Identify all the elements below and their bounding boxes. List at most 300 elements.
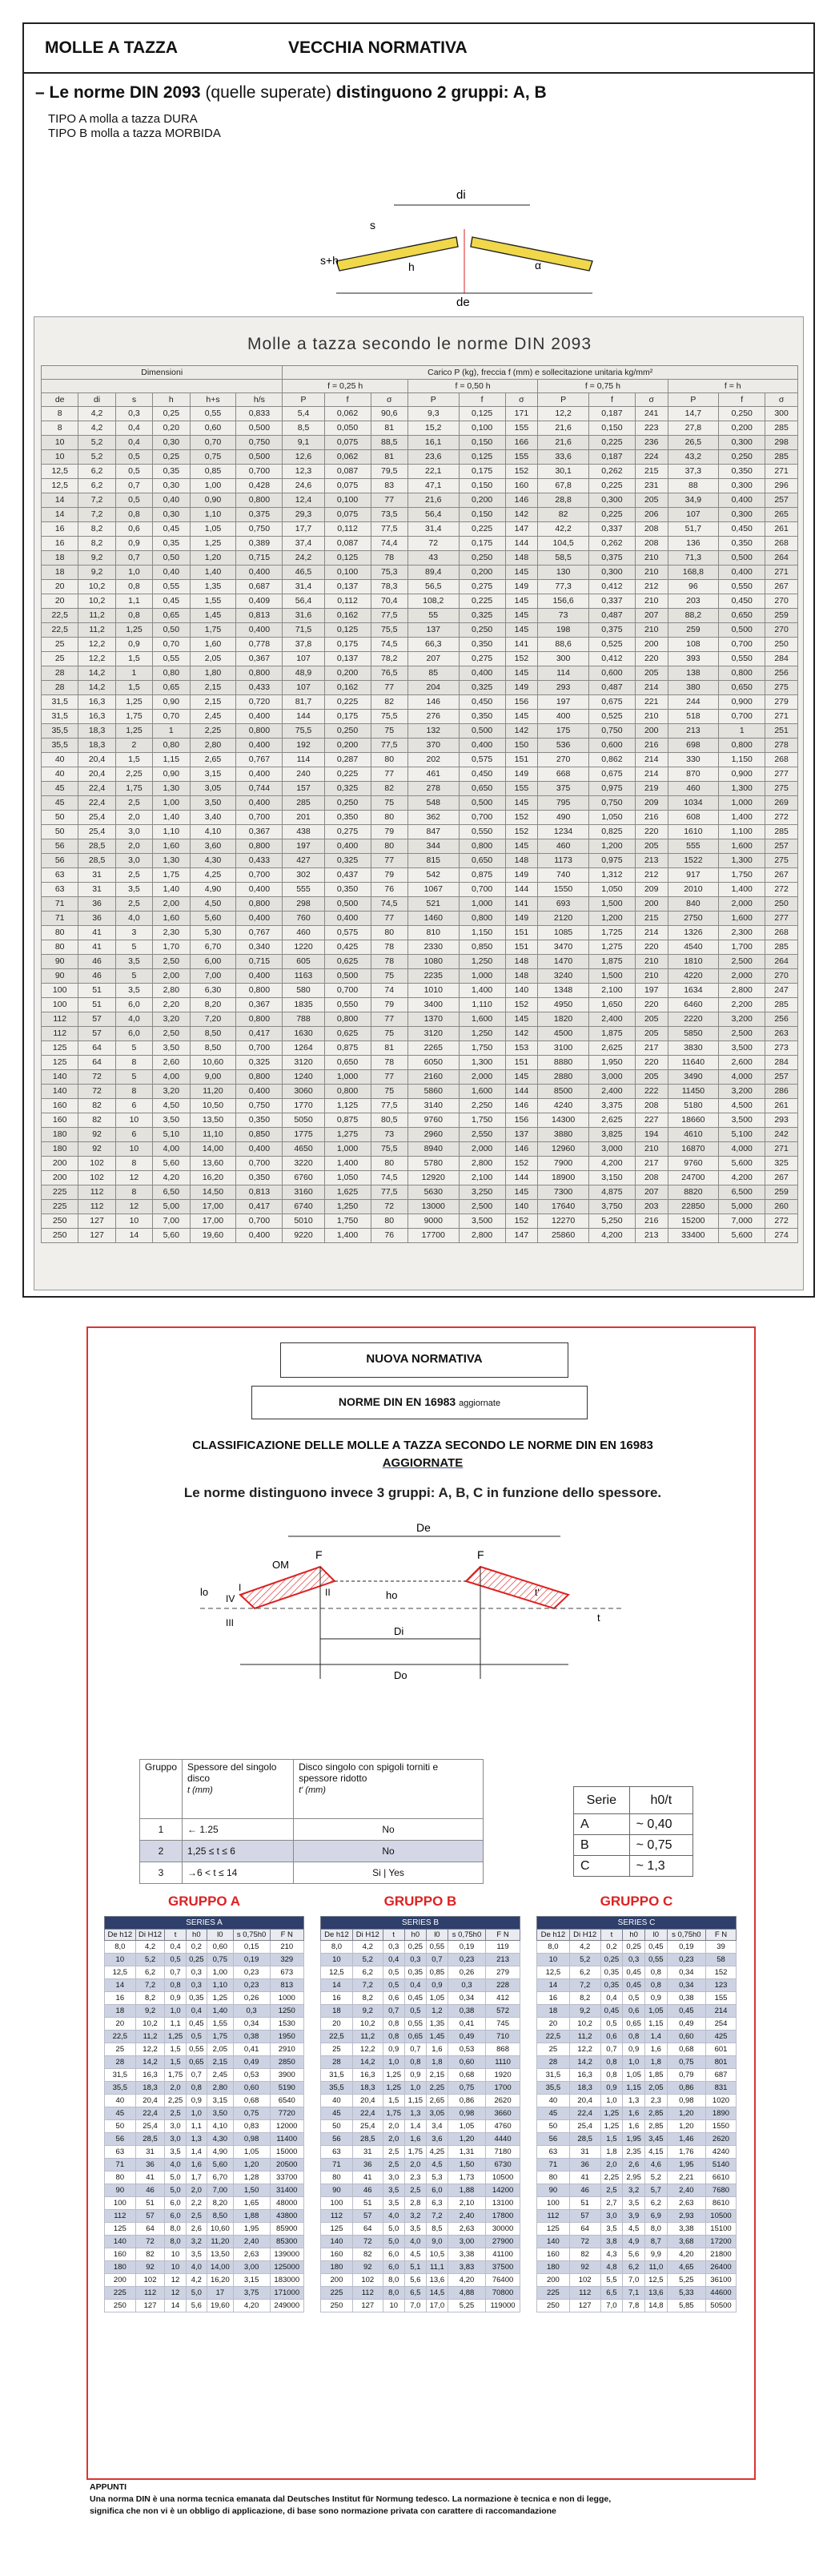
old-table-cell: 7,00 xyxy=(153,1214,190,1229)
series-cell: 1,5 xyxy=(600,2133,623,2146)
old-table-cell: 1,10 xyxy=(190,508,236,522)
old-table-cell: 2,500 xyxy=(719,1027,765,1041)
series-row xyxy=(321,2210,520,2223)
old-table-cell: 73 xyxy=(538,609,589,623)
series-cell: 2,0 xyxy=(383,2120,404,2133)
series-cell: 80 xyxy=(321,2171,353,2184)
old-table-cell: 0,35 xyxy=(153,465,190,479)
series-cell: 2,0 xyxy=(165,2082,186,2095)
groups-intro: Le norme distinguono invece 3 gruppi: A, B, C in funzione dello spessore. xyxy=(183,1485,662,1500)
old-table-cell: 1,000 xyxy=(719,796,765,811)
old-table-cell: 125 xyxy=(42,1056,78,1070)
series-cell: 831 xyxy=(706,2082,737,2095)
old-table-cell: 0,450 xyxy=(719,594,765,609)
series-cell: 8,20 xyxy=(207,2197,233,2210)
series-cell: 112 xyxy=(569,2287,600,2300)
old-table-cell: 0,800 xyxy=(459,912,505,926)
old-table-row xyxy=(42,1142,798,1157)
old-table-cell: 74,4 xyxy=(371,537,407,551)
old-table-row xyxy=(42,1229,798,1243)
old-table-cell: 81 xyxy=(371,450,407,465)
series-cell: 2,0 xyxy=(186,2184,207,2197)
old-table-cell: 0,60 xyxy=(190,421,236,436)
series-cell: 7,2 xyxy=(135,1979,165,1992)
old-table-cell: 78 xyxy=(371,1056,407,1070)
old-table-cell: 203 xyxy=(668,594,719,609)
old-table-cell: 79 xyxy=(371,998,407,1012)
series-cell: 0,8 xyxy=(165,1979,186,1992)
old-table-cell: 257 xyxy=(765,839,798,854)
series-cell: 70800 xyxy=(486,2287,520,2300)
old-table-cell: 0,200 xyxy=(459,566,505,580)
series-cell: 0,5 xyxy=(186,2031,207,2043)
old-table-cell: 1,00 xyxy=(190,479,236,493)
old-table-cell: 214 xyxy=(635,767,668,782)
series-cell: 10 xyxy=(105,1954,136,1966)
series-cell: 18 xyxy=(537,2005,570,2018)
series-cell: 1,40 xyxy=(207,2005,233,2018)
series-cell: 0,49 xyxy=(233,2056,270,2069)
series-cell: 0,8 xyxy=(186,2082,207,2095)
series-cell: 50 xyxy=(537,2120,570,2133)
series-cell: 1,6 xyxy=(404,2133,426,2146)
series-cell: 0,75 xyxy=(667,2056,705,2069)
series-cell: 20500 xyxy=(270,2159,303,2171)
series-cell: 18,3 xyxy=(569,2082,600,2095)
old-table-cell: 1,600 xyxy=(719,912,765,926)
old-table-cell: 12960 xyxy=(538,1142,589,1157)
old-table-cell: 0,367 xyxy=(236,825,283,839)
series-row xyxy=(321,2236,520,2248)
old-table-cell: 8,2 xyxy=(78,537,115,551)
series-cell: 20,4 xyxy=(135,2095,165,2107)
old-table-cell: 156 xyxy=(505,695,538,710)
old-table-cell: 0,350 xyxy=(719,537,765,551)
old-table-cell: 75 xyxy=(371,969,407,984)
old-table-cell: 0,400 xyxy=(324,839,371,854)
old-table-cell: 90 xyxy=(42,955,78,969)
old-table-cell: 205 xyxy=(635,666,668,681)
old-table-cell: 1,400 xyxy=(324,1157,371,1171)
old-table-cell: 80 xyxy=(371,753,407,767)
old-table-cell: 220 xyxy=(635,1056,668,1070)
old-table-cell: 197 xyxy=(635,984,668,998)
old-table-cell: 33400 xyxy=(668,1229,719,1243)
series-cell: 18,3 xyxy=(135,2082,165,2095)
old-table-cell: 58,5 xyxy=(538,551,589,566)
old-table-cell: 1,0 xyxy=(115,566,152,580)
series-cell: 0,45 xyxy=(623,1979,645,1992)
old-col-header: σ xyxy=(505,393,538,407)
series-cell: 9,2 xyxy=(352,2005,383,2018)
old-table-cell: 34,9 xyxy=(668,493,719,508)
series-cell: 0,8 xyxy=(623,2031,645,2043)
old-table-cell: 2,100 xyxy=(459,1171,505,1185)
old-table-cell: 2,400 xyxy=(588,1012,635,1027)
old-table-cell: 214 xyxy=(635,926,668,940)
old-table-cell: 2,500 xyxy=(719,955,765,969)
series-cell: 17200 xyxy=(706,2236,737,2248)
old-table-cell: 3120 xyxy=(283,1056,324,1070)
old-table-cell: 0,275 xyxy=(459,652,505,666)
old-table-cell: 96 xyxy=(668,580,719,594)
old-table-cell: 1,05 xyxy=(190,522,236,537)
series-col-header: t xyxy=(600,1930,623,1941)
series-row xyxy=(321,1954,520,1966)
old-table-cell: 43,2 xyxy=(668,450,719,465)
old-table-cell: 194 xyxy=(635,1128,668,1142)
series-cell: 1,25 xyxy=(165,2031,186,2043)
series-cell: 80 xyxy=(105,2171,136,2184)
old-table-cell: 147 xyxy=(505,522,538,537)
series-col-header: h0 xyxy=(404,1930,426,1941)
old-table-cell: 271 xyxy=(765,1142,798,1157)
old-table-cell: 0,075 xyxy=(324,436,371,450)
old-table-cell: 815 xyxy=(407,854,459,868)
old-table-row xyxy=(42,551,798,566)
old-table-cell: 3140 xyxy=(407,1099,459,1113)
series-cell: 11,0 xyxy=(644,2261,667,2274)
old-table-cell: 3,200 xyxy=(719,1085,765,1099)
series-cell: 1890 xyxy=(706,2107,737,2120)
old-table-cell: 214 xyxy=(635,753,668,767)
old-table-cell: 90,6 xyxy=(371,407,407,421)
series-cell: 3,2 xyxy=(186,2236,207,2248)
old-table-row xyxy=(42,883,798,897)
series-cell: 0,9 xyxy=(165,1992,186,2005)
old-table-cell: 236 xyxy=(635,436,668,450)
series-cell: 4,9 xyxy=(623,2236,645,2248)
old-table-cell: 1,75 xyxy=(115,782,152,796)
old-table-cell: 2,300 xyxy=(719,926,765,940)
series-cell: 0,98 xyxy=(233,2133,270,2146)
series-row xyxy=(537,2069,737,2082)
series-cell: 14,00 xyxy=(207,2261,233,2274)
series-cell: 123 xyxy=(706,1979,737,1992)
series-cell: 0,45 xyxy=(667,2005,705,2018)
series-cell: 127 xyxy=(135,2300,165,2312)
old-table-cell: 223 xyxy=(635,421,668,436)
old-table-cell: 36 xyxy=(78,912,115,926)
old-table-cell: 2,800 xyxy=(719,984,765,998)
old-table-cell: 0,675 xyxy=(588,695,635,710)
old-table-cell: 12,2 xyxy=(78,638,115,652)
old-table-cell: 2,800 xyxy=(459,1229,505,1243)
old-table-cell: 0,417 xyxy=(236,1200,283,1214)
old-table-cell: 278 xyxy=(407,782,459,796)
series-cell: 45 xyxy=(105,2107,136,2120)
series-row xyxy=(105,1954,304,1966)
series-cell: 0,9 xyxy=(404,2069,426,2082)
old-table-cell: 0,500 xyxy=(719,551,765,566)
old-table-cell: 0,175 xyxy=(324,638,371,652)
series-cell: 5,2 xyxy=(569,1954,600,1966)
old-table-cell: 5,250 xyxy=(588,1214,635,1229)
old-table-cell: 0,65 xyxy=(153,609,190,623)
old-table-cell: 810 xyxy=(407,926,459,940)
series-cell: 0,7 xyxy=(404,2043,426,2056)
old-table-cell: 14,2 xyxy=(78,666,115,681)
old-table-cell: 10 xyxy=(115,1214,152,1229)
series-cell: 0,7 xyxy=(600,2043,623,2056)
spring-right-section xyxy=(466,1567,568,1608)
series-cell: 8,7 xyxy=(644,2236,667,2248)
old-table-cell: 17640 xyxy=(538,1200,589,1214)
old-table-cell: 5,000 xyxy=(719,1200,765,1214)
old-table-cell: 0,375 xyxy=(588,551,635,566)
series-cell: 14 xyxy=(321,1979,353,1992)
series-cell: 92 xyxy=(352,2261,383,2274)
old-table-cell: 0,400 xyxy=(236,767,283,782)
old-table-cell: 5 xyxy=(115,1070,152,1085)
series-row xyxy=(105,2069,304,2082)
old-table-cell: 0,8 xyxy=(115,609,152,623)
series-cell: 14 xyxy=(537,1979,570,1992)
old-table-cell: 9760 xyxy=(407,1113,459,1128)
old-table-cell: 0,175 xyxy=(459,465,505,479)
old-table-cell: 12270 xyxy=(538,1214,589,1229)
series-cell: 82 xyxy=(569,2248,600,2261)
old-table-cell: 0,389 xyxy=(236,537,283,551)
series-cell: 1,50 xyxy=(448,2159,485,2171)
old-table-cell: 2120 xyxy=(538,912,589,926)
series-cell: 25 xyxy=(321,2043,353,2056)
de-label: de xyxy=(456,296,470,309)
series-row xyxy=(321,2018,520,2031)
old-table-cell: 1370 xyxy=(407,1012,459,1027)
old-table-cell: 2,5 xyxy=(115,868,152,883)
series-cell: 7,0 xyxy=(404,2300,426,2312)
old-table-cell: 267 xyxy=(765,580,798,594)
series-cell: 17 xyxy=(207,2287,233,2300)
old-table-cell: 210 xyxy=(635,551,668,566)
old-table-cell: 16 xyxy=(42,522,78,537)
old-table-cell: 145 xyxy=(505,666,538,681)
old-table-row xyxy=(42,594,798,609)
old-table-cell: 5 xyxy=(115,940,152,955)
t-prime-label: t' xyxy=(535,1587,540,1598)
old-table-cell: 82 xyxy=(78,1099,115,1113)
series-cell: 6,0 xyxy=(426,2184,448,2197)
old-table-cell: 518 xyxy=(668,710,719,724)
series-row xyxy=(537,2095,737,2107)
old-table-cell: 220 xyxy=(635,825,668,839)
old-table-cell: 788 xyxy=(283,1012,324,1027)
old-table-cell: 205 xyxy=(635,839,668,854)
old-table-cell: 85 xyxy=(407,666,459,681)
series-cell: 2,15 xyxy=(426,2069,448,2082)
old-table-cell: 47,1 xyxy=(407,479,459,493)
old-table-cell: 1163 xyxy=(283,969,324,984)
old-table-cell: 1,312 xyxy=(588,868,635,883)
series-cell: 112 xyxy=(352,2287,383,2300)
old-table-cell: 12 xyxy=(115,1200,152,1214)
old-table-cell: 0,813 xyxy=(236,609,283,623)
old-table-cell: 1,20 xyxy=(190,551,236,566)
series-cell: 72 xyxy=(135,2236,165,2248)
old-table-cell: 0,550 xyxy=(459,825,505,839)
old-table-cell: 693 xyxy=(538,897,589,912)
old-table-cell: 2,50 xyxy=(153,955,190,969)
old-table-cell: 3,40 xyxy=(190,811,236,825)
old-table-cell: 7,2 xyxy=(78,508,115,522)
old-table-cell: 0,700 xyxy=(236,1157,283,1171)
series-col-header: Di H12 xyxy=(135,1930,165,1941)
series-cell: 56 xyxy=(105,2133,136,2146)
series-row xyxy=(105,2210,304,2223)
old-table-cell: 22,4 xyxy=(78,782,115,796)
old-table-cell: 9,2 xyxy=(78,566,115,580)
series-cell: 250 xyxy=(537,2300,570,2312)
series-cell: 2,95 xyxy=(623,2171,645,2184)
old-table-cell: 6,500 xyxy=(719,1185,765,1200)
old-table-cell: 3400 xyxy=(407,998,459,1012)
old-col-header: h xyxy=(153,393,190,407)
old-table-cell: 0,55 xyxy=(153,580,190,594)
series-cell: 2,35 xyxy=(623,2146,645,2159)
series-cell: 4,8 xyxy=(600,2261,623,2274)
old-table-cell: 0,650 xyxy=(324,1056,371,1070)
series-cell: 5,0 xyxy=(383,2223,404,2236)
old-table-cell: 141 xyxy=(505,897,538,912)
series-cell: 7,1 xyxy=(623,2287,645,2300)
old-table-cell: 155 xyxy=(505,421,538,436)
old-table-cell: 102 xyxy=(78,1171,115,1185)
old-table-cell: 0,55 xyxy=(153,652,190,666)
series-col-header: De h12 xyxy=(321,1930,353,1941)
series-cell: 45 xyxy=(537,2107,570,2120)
series-cell: 63 xyxy=(321,2146,353,2159)
series-row xyxy=(105,2248,304,2261)
series-cell: 56 xyxy=(537,2133,570,2146)
old-table-cell: 152 xyxy=(505,652,538,666)
old-table-cell: 5,600 xyxy=(719,1229,765,1243)
old-table-cell: 4240 xyxy=(538,1099,589,1113)
series-cell: 0,75 xyxy=(448,2082,485,2095)
old-table-cell: 285 xyxy=(765,940,798,955)
old-table-cell: 0,375 xyxy=(588,623,635,638)
series-cell: 119 xyxy=(486,1941,520,1954)
old-table-cell: 0,350 xyxy=(236,1171,283,1185)
old-table-cell: 1240 xyxy=(283,1070,324,1085)
old-table-cell: 1234 xyxy=(538,825,589,839)
old-table-cell: 272 xyxy=(765,811,798,825)
series-row xyxy=(321,2287,520,2300)
series-cell: 125000 xyxy=(270,2261,303,2274)
old-table-cell: 0,350 xyxy=(324,883,371,897)
old-table-cell: 22,5 xyxy=(42,623,78,638)
old-table-cell: 0,350 xyxy=(459,710,505,724)
series-cell: 2,93 xyxy=(667,2210,705,2223)
old-table-cell: 11,2 xyxy=(78,623,115,638)
series-col-header: De h12 xyxy=(105,1930,136,1941)
old-table-cell: 14 xyxy=(42,493,78,508)
old-table-cell: 10,50 xyxy=(190,1099,236,1113)
series-row xyxy=(321,2248,520,2261)
old-table-cell: 0,062 xyxy=(324,407,371,421)
series-cell: 64 xyxy=(352,2223,383,2236)
old-table-cell: 201 xyxy=(283,811,324,825)
old-table-cell: 3490 xyxy=(668,1070,719,1085)
series-cell: 10 xyxy=(165,2261,186,2274)
old-table-cell: 4,20 xyxy=(153,1171,190,1185)
series-cell: 0,3 xyxy=(186,1966,207,1979)
old-table-cell: 6740 xyxy=(283,1200,324,1214)
old-col-header: f xyxy=(719,393,765,407)
old-table-cell: 45 xyxy=(42,796,78,811)
old-table-cell: 9220 xyxy=(283,1229,324,1243)
old-col-header: h/s xyxy=(236,393,283,407)
old-table-cell: 10,2 xyxy=(78,580,115,594)
old-table-cell: 2,625 xyxy=(588,1041,635,1056)
old-table-cell: 0,225 xyxy=(324,767,371,782)
old-table-cell: 1,050 xyxy=(588,811,635,825)
old-table-cell: 6760 xyxy=(283,1171,324,1185)
series-cell: 31400 xyxy=(270,2184,303,2197)
spessore-cell: ← 1.25 xyxy=(183,1819,294,1841)
old-table-cell: 80 xyxy=(371,926,407,940)
old-table-cell: 77,5 xyxy=(371,609,407,623)
series-cell: 180 xyxy=(105,2261,136,2274)
old-table-cell: 140 xyxy=(42,1085,78,1099)
old-column-header-row xyxy=(42,393,798,407)
old-table-cell: 3,000 xyxy=(588,1142,635,1157)
old-table-cell: 5,600 xyxy=(719,1157,765,1171)
old-table-row xyxy=(42,1128,798,1142)
series-cell: 25,4 xyxy=(569,2120,600,2133)
series-cell: 5,85 xyxy=(667,2300,705,2312)
spessore-col-header xyxy=(183,1760,294,1819)
series-cell: 1,25 xyxy=(383,2082,404,2095)
series-cell: 5,0 xyxy=(165,2184,186,2197)
old-table-cell: 5,4 xyxy=(283,407,324,421)
old-table-cell: 5050 xyxy=(283,1113,324,1128)
old-table-cell: 80 xyxy=(371,811,407,825)
old-table-cell: 80 xyxy=(42,926,78,940)
old-table-cell: 0,400 xyxy=(719,493,765,508)
series-cell: 1,7 xyxy=(186,2171,207,2184)
old-table-cell: 0,250 xyxy=(324,796,371,811)
old-table-cell: 6050 xyxy=(407,1056,459,1070)
serie-table xyxy=(573,1786,693,1877)
old-table-row xyxy=(42,1157,798,1171)
series-cell: 9,2 xyxy=(569,2005,600,2018)
series-cell: 1,05 xyxy=(448,2120,485,2133)
old-table-cell: 12,5 xyxy=(42,479,78,493)
old-table-cell: 3,50 xyxy=(153,1113,190,1128)
series-cell: 36100 xyxy=(706,2274,737,2287)
old-table-cell: 31 xyxy=(78,883,115,897)
ratio-cell: ~ 0,40 xyxy=(629,1814,692,1835)
old-table-cell: 0,400 xyxy=(324,912,371,926)
old-table-row xyxy=(42,1099,798,1113)
old-table-cell: 5630 xyxy=(407,1185,459,1200)
old-table-cell: 4,30 xyxy=(190,854,236,868)
series-cell: 2,80 xyxy=(207,2082,233,2095)
series-cell: 5,6 xyxy=(186,2300,207,2312)
old-table-cell: 0,200 xyxy=(324,739,371,753)
old-table-cell: 156,6 xyxy=(538,594,589,609)
old-table-cell: 1,400 xyxy=(459,984,505,998)
old-table-cell: 200 xyxy=(42,1157,78,1171)
old-table-cell: 74,5 xyxy=(371,638,407,652)
old-table-cell: 17700 xyxy=(407,1229,459,1243)
gruppo-row xyxy=(140,1819,484,1841)
old-table-cell: 490 xyxy=(538,811,589,825)
old-table-cell: 4,00 xyxy=(153,1070,190,1085)
old-table-cell: 4500 xyxy=(538,1027,589,1041)
series-cell: 0,9 xyxy=(644,1992,667,2005)
